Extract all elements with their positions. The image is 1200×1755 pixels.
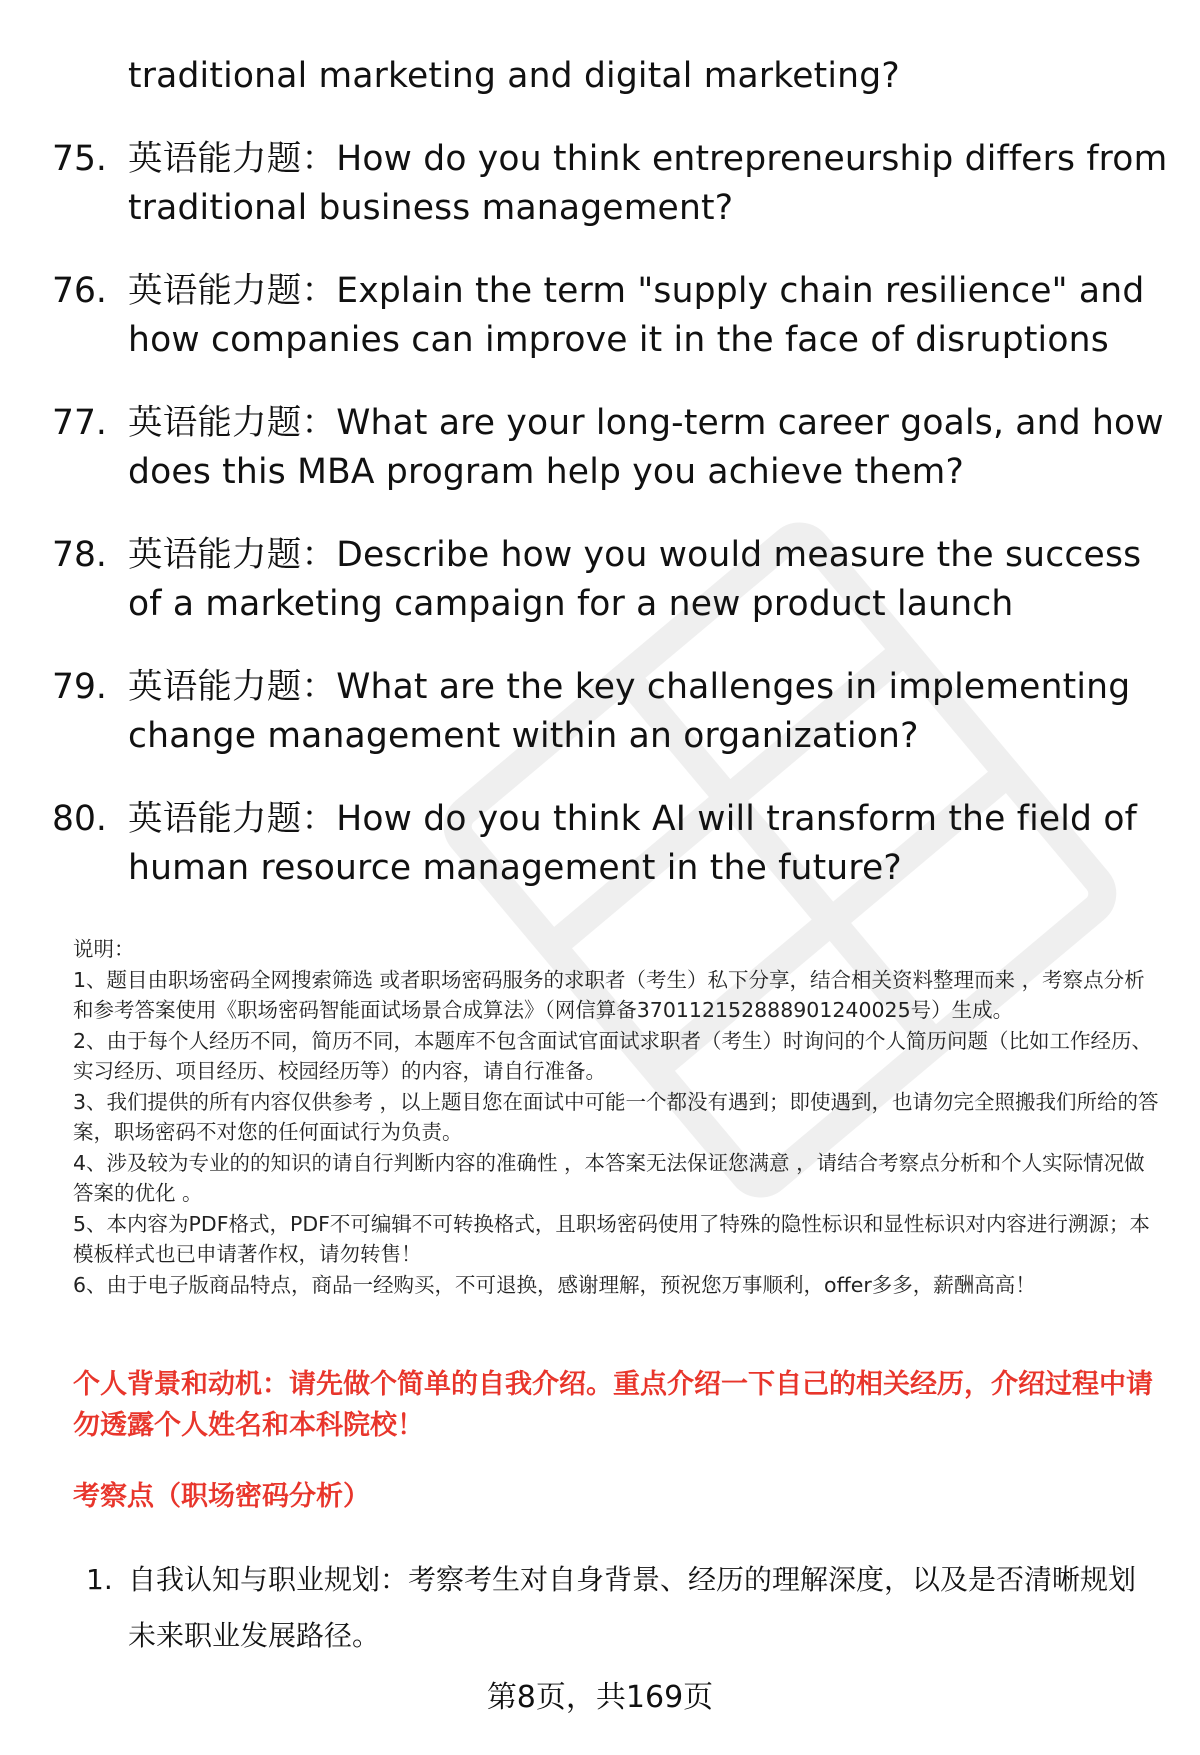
question-content: How do you think AI will transform the field of human resource management in the future? [128,799,1137,888]
note-item: 3、我们提供的所有内容仅供参考 ，以上题目您在面试中可能一个都没有遇到；即使遇到，也请勿完全照搬我们所给的答案，职场密码不对您的任何面试行为负责。 [73,1089,1159,1144]
note-item: 2、由于每个人经历不同，简历不同，本题库不包含面试官面试求职者（考生）时询问的个人简历问题（比如工作经历、实习经历、项目经历、校园经历等）的内容，请自行准备。 [73,1028,1153,1083]
question-number: 75. [52,139,107,179]
note-item: 4、涉及较为专业的的知识的请自行判断内容的准确性 ，本答案无法保证您满意 ，请结合考察点分析和个人实际情况做答案的优化 。 [73,1150,1145,1205]
question-category: 英语能力题： [128,667,337,707]
note-item: 6、由于电子版商品特点，商品一经购买，不可退换，感谢理解，预祝您万事顺利，offer多多，薪酬高高！ [73,1272,1036,1297]
question-list [0,52,1200,893]
interview-question-heading: 个人背景和动机：请先做个简单的自我介绍。重点介绍一下自己的相关经历，介绍过程中请勿透露个人姓名和本科院校！ [73,1369,1153,1441]
question-number: 80. [52,799,107,839]
question-content: Describe how you would measure the success of a marketing campaign for a new product launch [128,535,1142,624]
question-number: 79. [52,667,107,707]
note-item: 5、本内容为PDF格式，PDF不可编辑不可转换格式，且职场密码使用了特殊的隐性标识和显性标识对内容进行溯源；本模板样式也已申请著作权，请勿转售！ [73,1211,1150,1266]
notes-heading: 说明： [73,937,135,961]
analysis-list [0,1552,1200,1664]
page-number: 第8页，共169页 [486,1680,714,1715]
question-category: 英语能力题： [128,139,337,179]
question-item [0,267,1200,365]
question-category: 英语能力题： [128,535,337,575]
question-item [0,795,1200,893]
question-item [0,135,1200,233]
question-number: 77. [52,403,107,443]
question-text [128,663,1168,761]
question-text [128,795,1168,893]
analysis-number: 1. [86,1563,113,1596]
section-title: 考察点（职场密码分析） [73,1481,370,1512]
question-item [0,399,1200,497]
question-category: 英语能力题： [128,271,337,311]
question-content: What are your long-term career goals, and how does this MBA program help you achieve them? [128,403,1164,492]
question-text [128,531,1168,629]
question-number: 78. [52,535,107,575]
analysis-item [0,1552,1200,1664]
analysis-text: 自我认知与职业规划：考察考生对自身背景、经历的理解深度，以及是否清晰规划未来职业发展路径。 [128,1563,1137,1652]
question-number: 76. [52,271,107,311]
question-category: 英语能力题： [128,403,337,443]
note-item: 1、题目由职场密码全网搜索筛选 或者职场密码服务的求职者（考生）私下分享，结合相关资料整理而来 ，考察点分析和参考答案使用《职场密码智能面试场景合成算法》（网信算备370112152888901240025号）生成。 [73,967,1145,1022]
question-content: Explain the term "supply chain resilience" and how companies can improve it in the face of disruptions [128,271,1145,360]
question-item [0,531,1200,629]
question-content: How do you think entrepreneurship differs from traditional business management? [128,139,1168,228]
question-category: 英语能力题： [128,799,337,839]
disclaimer-notes [73,934,1163,1300]
question-74-continuation: traditional marketing and digital marketing? [128,56,900,96]
question-item [0,663,1200,761]
question-text [128,399,1168,497]
question-text [128,135,1168,233]
question-text [128,267,1168,365]
question-content: What are the key challenges in implementing change management within an organization? [128,667,1131,756]
